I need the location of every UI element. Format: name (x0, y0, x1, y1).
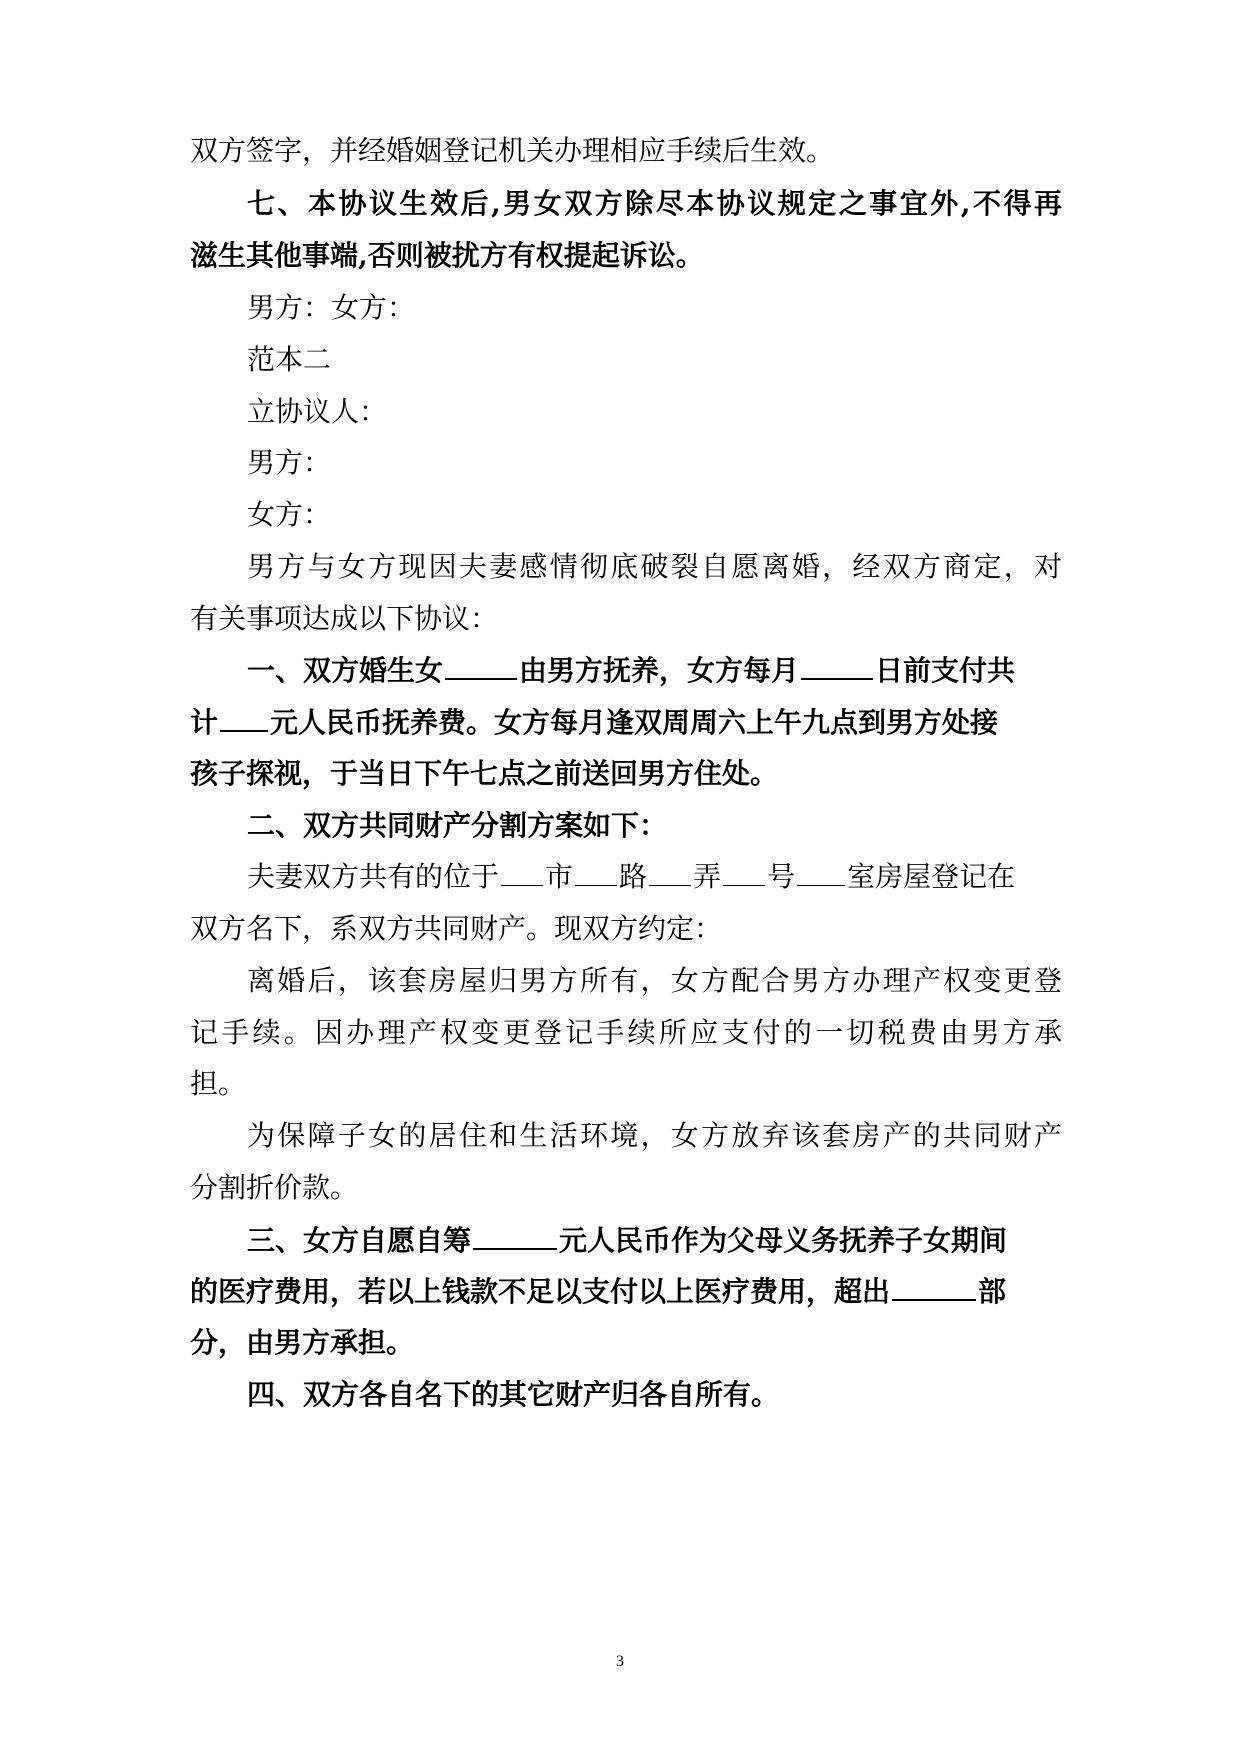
blank-medical-fund (473, 1220, 557, 1250)
blank-room (797, 857, 845, 886)
house-line-3: 担。 (190, 1067, 247, 1100)
property-text-d: 弄 (693, 860, 722, 893)
clause-three-line-1 (247, 1220, 1062, 1261)
clause-seven-line-1: 七、本协议生效后,男女双方除尽本协议规定之事宜外,不得再 (247, 187, 1062, 220)
clause-three-text-b: 元人民币作为父母义务抚养子女期间 (559, 1224, 1008, 1257)
property-line-2: 双方名下，系双方共同财产。现双方约定： (190, 912, 723, 945)
clause-one-line-3: 孩子探视，于当日下午七点之前送回男方住处。 (190, 757, 779, 790)
clause-one-text-c: 日前支付共 (875, 654, 1016, 687)
property-text-f: 室房屋登记在 (847, 860, 1016, 893)
blank-payment-day (801, 650, 873, 680)
intro-line-1: 男方与女方现因夫妻感情彻底破裂自愿离婚，经双方商定，对 (247, 550, 1062, 583)
waiver-line-2: 分割折价款。 (190, 1171, 359, 1204)
blank-support-amount (220, 702, 268, 732)
house-line-1: 离婚后，该套房屋归男方所有，女方配合男方办理产权变更登 (247, 964, 1062, 997)
property-text-c: 路 (619, 860, 648, 893)
clause-four-line: 四、双方各自名下的其它财产归各自所有。 (247, 1378, 780, 1411)
parties-label: 立协议人： (247, 395, 388, 428)
property-text-a: 夫妻双方共有的位于 (247, 860, 500, 893)
blank-number (723, 857, 765, 886)
property-text-b: 市 (545, 860, 574, 893)
blank-daughter-name (445, 650, 517, 680)
clause-three-text-c: 的医疗费用，若以上钱款不足以支付以上医疗费用，超出 (190, 1275, 891, 1308)
blank-excess-part (892, 1271, 976, 1301)
female-party-label: 女方： (247, 498, 332, 531)
blank-lane (649, 857, 691, 886)
clause-three-line-2 (190, 1271, 1062, 1312)
blank-city (501, 857, 543, 886)
house-line-2: 记手续。因办理产权变更登记手续所应支付的一切税费由男方承 (190, 1016, 1062, 1049)
waiver-line-1: 为保障子女的居住和生活环境，女方放弃该套房产的共同财产 (247, 1119, 1062, 1152)
male-party-label: 男方： (247, 446, 332, 479)
clause-one-line-1 (247, 650, 1062, 691)
clause-three-text-d: 部 (978, 1275, 1007, 1308)
clause-one-text-b: 由男方抚养，女方每月 (519, 654, 800, 687)
template-heading: 范本二 (247, 343, 332, 376)
signature-line: 男方：女方： (247, 291, 416, 324)
clause-two-heading: 二、双方共同财产分割方案如下： (247, 809, 668, 842)
property-line-1 (247, 857, 1062, 897)
intro-line-2: 有关事项达成以下协议： (190, 602, 499, 635)
clause-one-text-a: 一、双方婚生女 (247, 654, 444, 687)
page-number: 3 (616, 1653, 624, 1670)
clause-three-text-a: 三、女方自愿自筹 (247, 1224, 472, 1257)
property-text-e: 号 (767, 860, 796, 893)
clause-one-text-d: 计 (190, 706, 219, 739)
clause-one-text-e: 元人民币抚养费。女方每月逢双周周六上午九点到男方处接 (270, 706, 999, 739)
clause-one-line-2 (190, 702, 1062, 743)
clause-three-line-3: 分，由男方承担。 (190, 1326, 415, 1359)
clause-seven-line-2: 滋生其他事端,否则被扰方有权提起诉讼。 (190, 239, 704, 272)
text-line: 双方签字，并经婚姻登记机关办理相应手续后生效。 (190, 134, 835, 167)
blank-road (575, 857, 617, 886)
